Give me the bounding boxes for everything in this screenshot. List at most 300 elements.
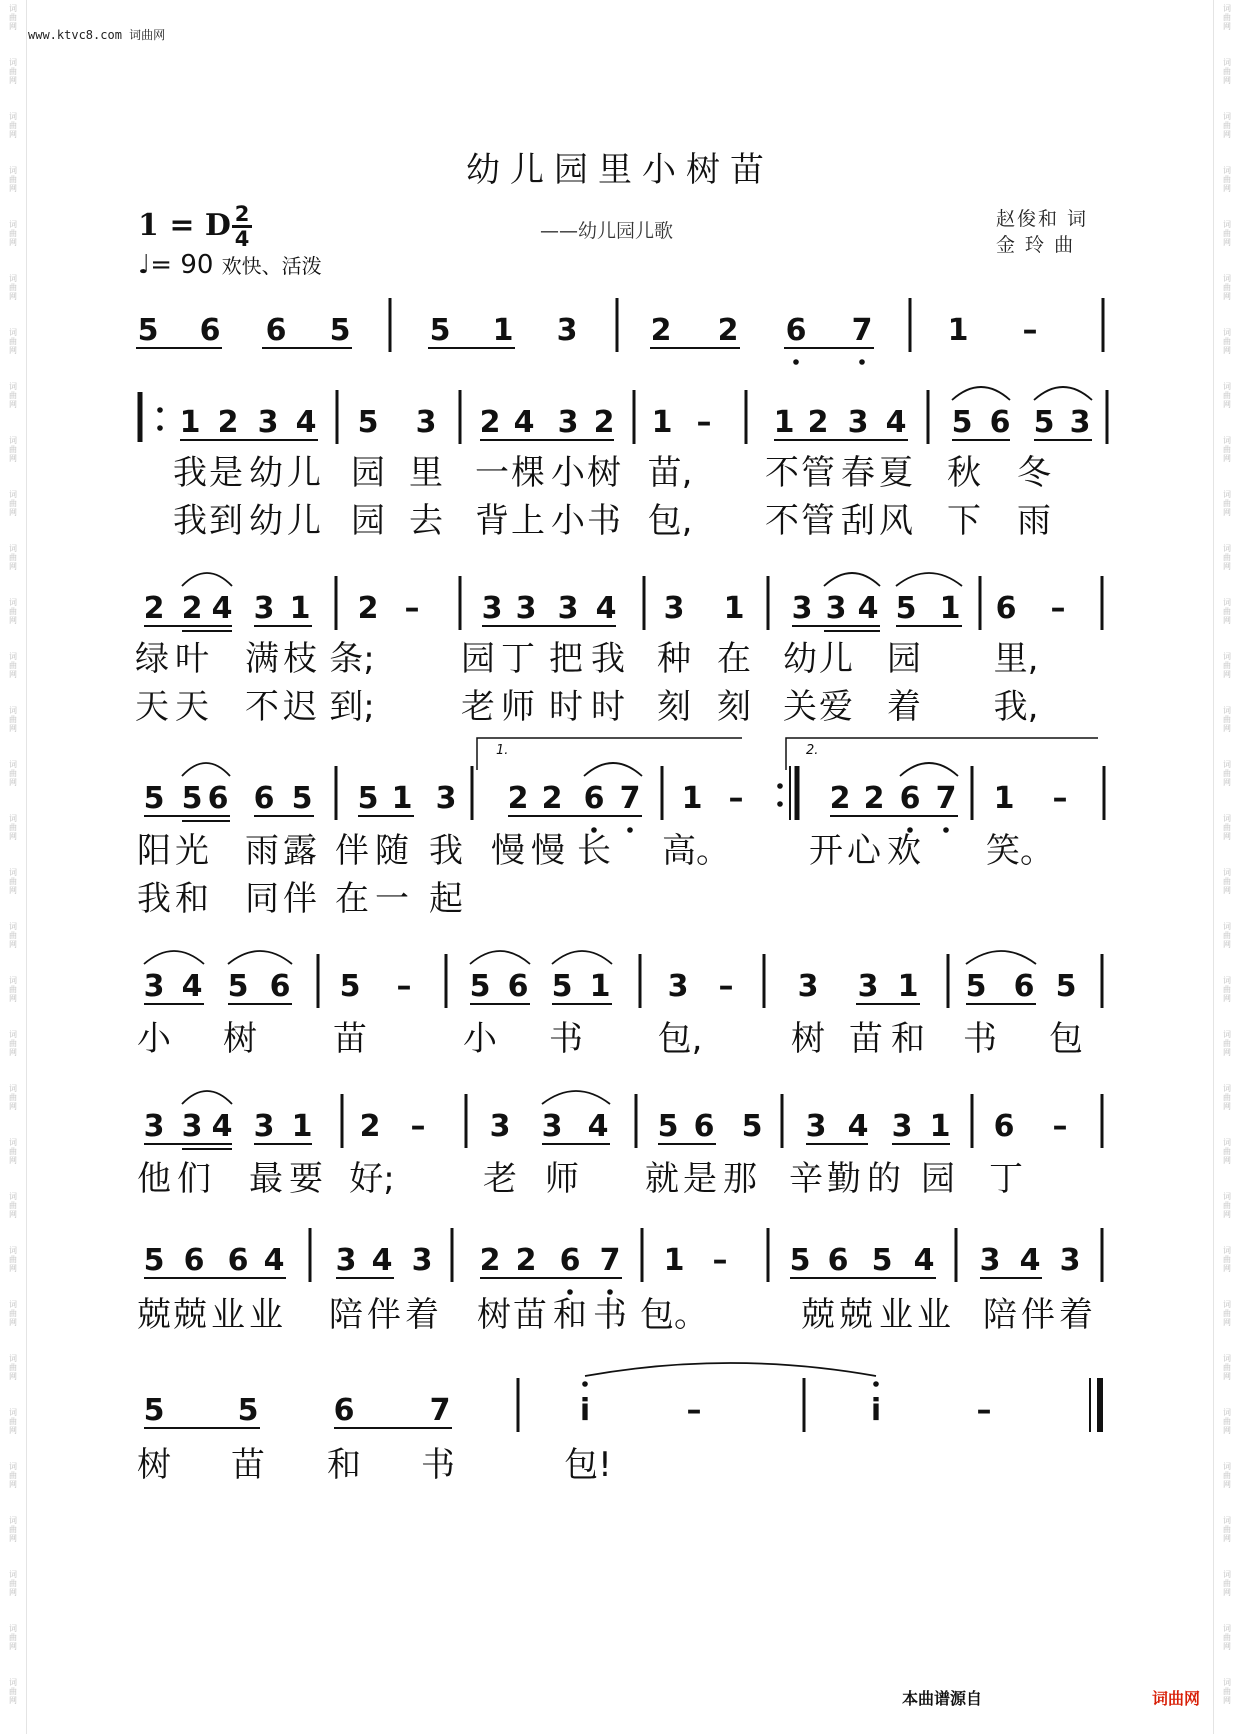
lyric-char: 陪	[329, 1295, 363, 1335]
note: 3	[335, 1243, 357, 1278]
watermark-text: 词 曲 网	[9, 1246, 17, 1273]
watermark-text: 词 曲 网	[1223, 1084, 1231, 1111]
note: 4	[847, 1109, 869, 1144]
note: 6	[199, 313, 221, 348]
note: 1	[391, 781, 413, 816]
lyric-char: 我	[173, 501, 207, 541]
watermark-text: 词 曲 网	[9, 1516, 17, 1543]
watermark-text: 词 曲 网	[1223, 706, 1231, 733]
note: 1	[929, 1109, 951, 1144]
note: 3	[253, 1109, 275, 1144]
lyric-char: 园	[461, 639, 495, 679]
lyric-char: 长	[577, 831, 611, 871]
note: 6	[693, 1109, 715, 1144]
octave-dot	[157, 407, 163, 413]
watermark-text: 词 曲 网	[1223, 1516, 1231, 1543]
lyric-char: 要	[289, 1159, 323, 1199]
note: 3	[143, 1109, 165, 1144]
lyric-char: 天	[175, 687, 209, 727]
slur-arc	[182, 1091, 232, 1104]
lyric-char: 不	[765, 501, 799, 541]
note: 3	[481, 591, 503, 626]
site-url[interactable]: www.ktvc8.com	[28, 28, 122, 42]
lyric-char: 我	[591, 639, 625, 679]
watermark-text: 词 曲 网	[9, 4, 17, 31]
watermark-text: 词 曲 网	[1223, 814, 1231, 841]
lyric-char: 关	[783, 687, 817, 727]
lyric-char: 幼	[783, 639, 817, 679]
lyric-char: 里,	[993, 639, 1039, 679]
watermark-text: 词 曲 网	[9, 1192, 17, 1219]
lyric-char: 不	[765, 453, 799, 493]
watermark-text: 词 曲 网	[9, 274, 17, 301]
lyric-char: 绿	[135, 639, 169, 679]
lyric-char: 业	[249, 1295, 283, 1335]
lyric-char: 我,	[993, 687, 1039, 727]
lyric-char: 管	[801, 453, 835, 493]
lyric-char: 条;	[329, 639, 375, 679]
lyric-char: 那	[723, 1159, 757, 1199]
note: 3	[143, 969, 165, 1004]
note: –	[1052, 1109, 1068, 1144]
watermark-text: 词 曲 网	[1223, 1030, 1231, 1057]
note: 5	[237, 1393, 259, 1428]
note: 6	[269, 969, 291, 1004]
lyric-char: 他	[137, 1159, 171, 1199]
watermark-text: 词 曲 网	[9, 220, 17, 247]
note: –	[718, 969, 734, 1004]
note: 4	[595, 591, 617, 626]
lyric-char: 业	[917, 1295, 951, 1335]
watermark-text: 词 曲 网	[1223, 544, 1231, 571]
lyric-char: 书	[963, 1019, 997, 1059]
note: 2	[357, 591, 379, 626]
note: –	[396, 969, 412, 1004]
note: 6	[989, 405, 1011, 440]
lyric-char: 起	[429, 879, 463, 919]
watermark-text: 词 曲 网	[9, 58, 17, 85]
volta-second-label: 2.	[806, 743, 819, 758]
slur-arc	[952, 387, 1010, 400]
lyric-char: 着	[887, 687, 921, 727]
note: 2	[507, 781, 529, 816]
watermark-text: 词 曲 网	[9, 1138, 17, 1165]
octave-dot	[943, 827, 949, 833]
lyric-char: 最	[249, 1159, 283, 1199]
lyric-char: 树	[587, 453, 621, 493]
note: 3	[791, 591, 813, 626]
note: 3	[805, 1109, 827, 1144]
note: 5	[469, 969, 491, 1004]
footer-brand[interactable]: 词曲网	[1151, 1689, 1200, 1708]
lyric-char: 爱	[819, 687, 853, 727]
watermark-text: 词 曲 网	[1223, 1138, 1231, 1165]
note: 3	[847, 405, 869, 440]
note: 6	[785, 313, 807, 348]
time-bottom: 4	[234, 227, 250, 251]
lyric-char: 小	[463, 1019, 497, 1059]
watermark-text: 词 曲 网	[1223, 1192, 1231, 1219]
lyric-char: 书	[587, 501, 621, 541]
lyric-char: 慢	[531, 831, 565, 871]
note: –	[1022, 313, 1038, 348]
watermark-text: 词 曲 网	[9, 652, 17, 679]
note: 6	[995, 591, 1017, 626]
lyric-char: 我	[173, 453, 207, 493]
slur-arc	[584, 763, 642, 776]
note: 4	[857, 591, 879, 626]
note: 4	[1019, 1243, 1041, 1278]
watermark-text: 词 曲 网	[1223, 1300, 1231, 1327]
note: 5	[789, 1243, 811, 1278]
lyric-char: 冬	[1017, 453, 1051, 493]
note: 2	[829, 781, 851, 816]
note: 7	[935, 781, 957, 816]
lyric-char: 苗	[231, 1445, 265, 1485]
lyric-char: 在	[717, 639, 751, 679]
note: 1	[723, 591, 745, 626]
watermark-text: 词 曲 网	[9, 814, 17, 841]
lyric-char: 刮	[841, 501, 875, 541]
note: 2	[217, 405, 239, 440]
note: –	[976, 1393, 992, 1428]
note: 5	[329, 313, 351, 348]
lyric-char: 老	[483, 1159, 517, 1199]
lyric-char: 书	[549, 1019, 583, 1059]
octave-dot	[607, 1289, 613, 1295]
watermark-text: 词 曲 网	[1223, 58, 1231, 85]
lyric-char: 包	[1049, 1019, 1083, 1059]
lyric-char: 随	[375, 831, 409, 871]
lyric-char: 把	[549, 639, 583, 679]
lyric-char: 小	[551, 501, 585, 541]
lyric-char: 我	[137, 879, 171, 919]
key-signature: 1 = D	[138, 208, 231, 243]
note: 2	[359, 1109, 381, 1144]
lyric-char: 刻	[717, 687, 751, 727]
lyric-char: 高。	[662, 831, 730, 871]
note: 5	[895, 591, 917, 626]
watermark-text: 词 曲 网	[9, 328, 17, 355]
note: 2	[717, 313, 739, 348]
octave-dot	[777, 783, 783, 789]
lyric-char: 管	[801, 501, 835, 541]
note: 1	[663, 1243, 685, 1278]
note: 5	[951, 405, 973, 440]
lyric-char: 伴	[283, 879, 317, 919]
watermark-text: 词 曲 网	[1223, 166, 1231, 193]
lyric-char: 露	[283, 831, 317, 871]
note: 2	[863, 781, 885, 816]
lyric-char: 到	[209, 501, 243, 541]
note: 3	[257, 405, 279, 440]
lyric-char: 辛	[789, 1159, 823, 1199]
lyric-char: 包,	[657, 1019, 703, 1059]
note: 3	[489, 1109, 511, 1144]
lyric-char: 兢	[137, 1295, 171, 1335]
note: 1	[289, 591, 311, 626]
lyric-char: 兢	[173, 1295, 207, 1335]
lyric-char: 着	[405, 1295, 439, 1335]
note: 5	[181, 781, 203, 816]
lyric-char: 里	[409, 453, 443, 493]
watermark-text: 词 曲 网	[9, 922, 17, 949]
lyric-char: 苗	[513, 1295, 547, 1335]
lyric-char: 和	[553, 1295, 587, 1335]
note: 5	[657, 1109, 679, 1144]
note: 2	[479, 405, 501, 440]
lyric-char: 树	[791, 1019, 825, 1059]
note: 5	[291, 781, 313, 816]
note: 3	[435, 781, 457, 816]
lyric-char: 不	[245, 687, 279, 727]
lyric-char: 书	[593, 1295, 627, 1335]
note: 6	[827, 1243, 849, 1278]
note: 2	[479, 1243, 501, 1278]
note: –	[410, 1109, 426, 1144]
lyric-char: 满	[245, 639, 279, 679]
note: 3	[1069, 405, 1091, 440]
note: 4	[371, 1243, 393, 1278]
lyric-char: 师	[501, 687, 535, 727]
octave-dot	[777, 801, 783, 807]
note: –	[686, 1393, 702, 1428]
note: 3	[415, 405, 437, 440]
note: 5	[143, 781, 165, 816]
lyric-char: 心	[847, 831, 881, 871]
watermark-text: 词 曲 网	[9, 1354, 17, 1381]
watermark-text: 词 曲 网	[1223, 1678, 1231, 1705]
lyric-char: 兢	[839, 1295, 873, 1335]
source-label: 本曲谱源自	[901, 1689, 982, 1708]
lyric-char: 春	[841, 453, 875, 493]
time-top: 2	[234, 202, 250, 226]
lyric-char: 刻	[657, 687, 691, 727]
lyric-char: 树	[223, 1019, 257, 1059]
note: 4	[181, 969, 203, 1004]
lyric-char: 阳	[137, 831, 171, 871]
watermark-text: 词 曲 网	[9, 382, 17, 409]
note: 6	[559, 1243, 581, 1278]
watermark-text: 词 曲 网	[9, 112, 17, 139]
note: 2	[650, 313, 672, 348]
note: 6	[333, 1393, 355, 1428]
watermark-text: 词 曲 网	[9, 760, 17, 787]
lyric-char: 开	[809, 831, 843, 871]
song-title: 幼儿园里小树苗	[466, 150, 774, 190]
lyric-char: 儿	[287, 501, 321, 541]
lyric-char: 光	[175, 831, 209, 871]
slur-arc	[470, 951, 530, 964]
watermark-text: 词 曲 网	[1223, 1570, 1231, 1597]
slur-arc	[824, 573, 880, 586]
lyric-char: 业	[211, 1295, 245, 1335]
lyric-char: 树	[477, 1295, 511, 1335]
octave-dot	[873, 1381, 879, 1387]
lyric-char: 小	[551, 453, 585, 493]
watermark-text: 词 曲 网	[9, 1624, 17, 1651]
lyric-char: 种	[657, 639, 691, 679]
lyric-char: 伴	[1021, 1295, 1055, 1335]
note: 6	[207, 781, 229, 816]
lyric-char: 我	[429, 831, 463, 871]
note: 6	[507, 969, 529, 1004]
note: 7	[619, 781, 641, 816]
note: 4	[885, 405, 907, 440]
note: 7	[429, 1393, 451, 1428]
note: 5	[143, 1243, 165, 1278]
note: 6	[899, 781, 921, 816]
note: 6	[183, 1243, 205, 1278]
watermark-text: 词 曲 网	[9, 1408, 17, 1435]
lyric-char: 时	[549, 687, 583, 727]
note: 3	[253, 591, 275, 626]
lyric-char: 和	[891, 1019, 925, 1059]
watermark-text: 词 曲 网	[9, 166, 17, 193]
note: 5	[143, 1393, 165, 1428]
watermark-text: 词 曲 网	[1223, 490, 1231, 517]
lyric-char: 园	[921, 1159, 955, 1199]
note: 5	[1033, 405, 1055, 440]
note: 4	[263, 1243, 285, 1278]
note: 1	[589, 969, 611, 1004]
watermark-text: 词 曲 网	[1223, 1408, 1231, 1435]
note: 3	[556, 313, 578, 348]
note: 5	[429, 313, 451, 348]
lyric-char: 的	[867, 1159, 901, 1199]
note: 4	[211, 591, 233, 626]
lyric-char: 包!	[564, 1445, 612, 1485]
note: 6	[583, 781, 605, 816]
note: 2	[181, 591, 203, 626]
watermark-text: 词 曲 网	[9, 706, 17, 733]
lyric-char: 到;	[329, 687, 375, 727]
note: 3	[557, 405, 579, 440]
note: 6	[265, 313, 287, 348]
slur-arc	[182, 573, 232, 586]
watermark-text: 词 曲 网	[9, 1300, 17, 1327]
lyric-char: 儿	[819, 639, 853, 679]
lyric-char: 时	[591, 687, 625, 727]
lyric-char: 雨	[245, 831, 279, 871]
lyric-char: 师	[545, 1159, 579, 1199]
volta-first-label: 1.	[496, 743, 509, 758]
note: 3	[891, 1109, 913, 1144]
lyric-char: 们	[177, 1159, 211, 1199]
slur-arc	[542, 1091, 610, 1104]
note: –	[1052, 781, 1068, 816]
lyric-char: 天	[135, 687, 169, 727]
lyric-char: 在	[335, 879, 369, 919]
lyric-char: 秋	[947, 453, 981, 493]
note: 3	[825, 591, 847, 626]
lyric-char: 和	[327, 1445, 361, 1485]
slur-arc	[966, 951, 1036, 964]
note: –	[728, 781, 744, 816]
note: 5	[339, 969, 361, 1004]
note: 4	[513, 405, 535, 440]
lyric-char: 苗,	[647, 453, 693, 493]
lyric-char: 儿	[287, 453, 321, 493]
watermark-text: 词 曲 网	[9, 868, 17, 895]
note: 2	[807, 405, 829, 440]
slur-arc	[896, 573, 962, 586]
lyric-char: 园	[351, 453, 385, 493]
note: 3	[857, 969, 879, 1004]
watermark-text: 词 曲 网	[1223, 598, 1231, 625]
note: 6	[1013, 969, 1035, 1004]
lyric-char: 夏	[879, 453, 913, 493]
watermark-text: 词 曲 网	[1223, 1246, 1231, 1273]
note: 5	[741, 1109, 763, 1144]
note: i	[870, 1393, 882, 1428]
note: 4	[913, 1243, 935, 1278]
watermark-text: 词 曲 网	[1223, 976, 1231, 1003]
lyric-char: 笑。	[986, 831, 1054, 871]
lyric-char: 老	[461, 687, 495, 727]
lyric-char: 苗	[849, 1019, 883, 1059]
note: 6	[253, 781, 275, 816]
song-subtitle: ——幼儿园儿歌	[540, 220, 674, 242]
slur-arc	[182, 763, 230, 776]
tempo-text: 欢快、活泼	[221, 254, 322, 278]
watermark-text: 词 曲 网	[1223, 436, 1231, 463]
note: 6	[227, 1243, 249, 1278]
watermark-text: 词 曲 网	[9, 490, 17, 517]
lyric-char: 兢	[801, 1295, 835, 1335]
watermark-text: 词 曲 网	[1223, 328, 1231, 355]
note: 2	[541, 781, 563, 816]
lyric-char: 是	[683, 1159, 717, 1199]
note: –	[1050, 591, 1066, 626]
note: 5	[551, 969, 573, 1004]
slur-arc	[900, 763, 958, 776]
watermark-text: 词 曲 网	[1223, 112, 1231, 139]
note: –	[696, 405, 712, 440]
lyric-char: 迟	[283, 687, 317, 727]
note: 5	[965, 969, 987, 1004]
lyric-char: 是	[209, 453, 243, 493]
lyric-char: 业	[879, 1295, 913, 1335]
note: 1	[939, 591, 961, 626]
octave-dot	[582, 1381, 588, 1387]
note: 3	[181, 1109, 203, 1144]
note: 2	[515, 1243, 537, 1278]
note: 5	[357, 781, 379, 816]
watermark-text: 词 曲 网	[9, 544, 17, 571]
note: 5	[357, 405, 379, 440]
watermark-text: 词 曲 网	[1223, 382, 1231, 409]
watermark-text: 词 曲 网	[1223, 1354, 1231, 1381]
lyric-char: 包。	[640, 1295, 708, 1335]
note: 3	[541, 1109, 563, 1144]
watermark-text: 词 曲 网	[1223, 760, 1231, 787]
note: 3	[411, 1243, 433, 1278]
lyric-char: 叶	[175, 639, 209, 679]
lyric-char: 园	[887, 639, 921, 679]
note: 7	[851, 313, 873, 348]
lyric-char: 小	[137, 1019, 171, 1059]
octave-dot	[793, 359, 799, 365]
note: 3	[797, 969, 819, 1004]
note: 4	[295, 405, 317, 440]
lyric-char: 勤	[827, 1159, 861, 1199]
lyric-char: 丁	[501, 639, 535, 679]
watermark-text: 词 曲 网	[9, 1030, 17, 1057]
octave-dot	[157, 425, 163, 431]
lyric-char: 幼	[249, 453, 283, 493]
lyric-char: 一	[475, 453, 509, 493]
